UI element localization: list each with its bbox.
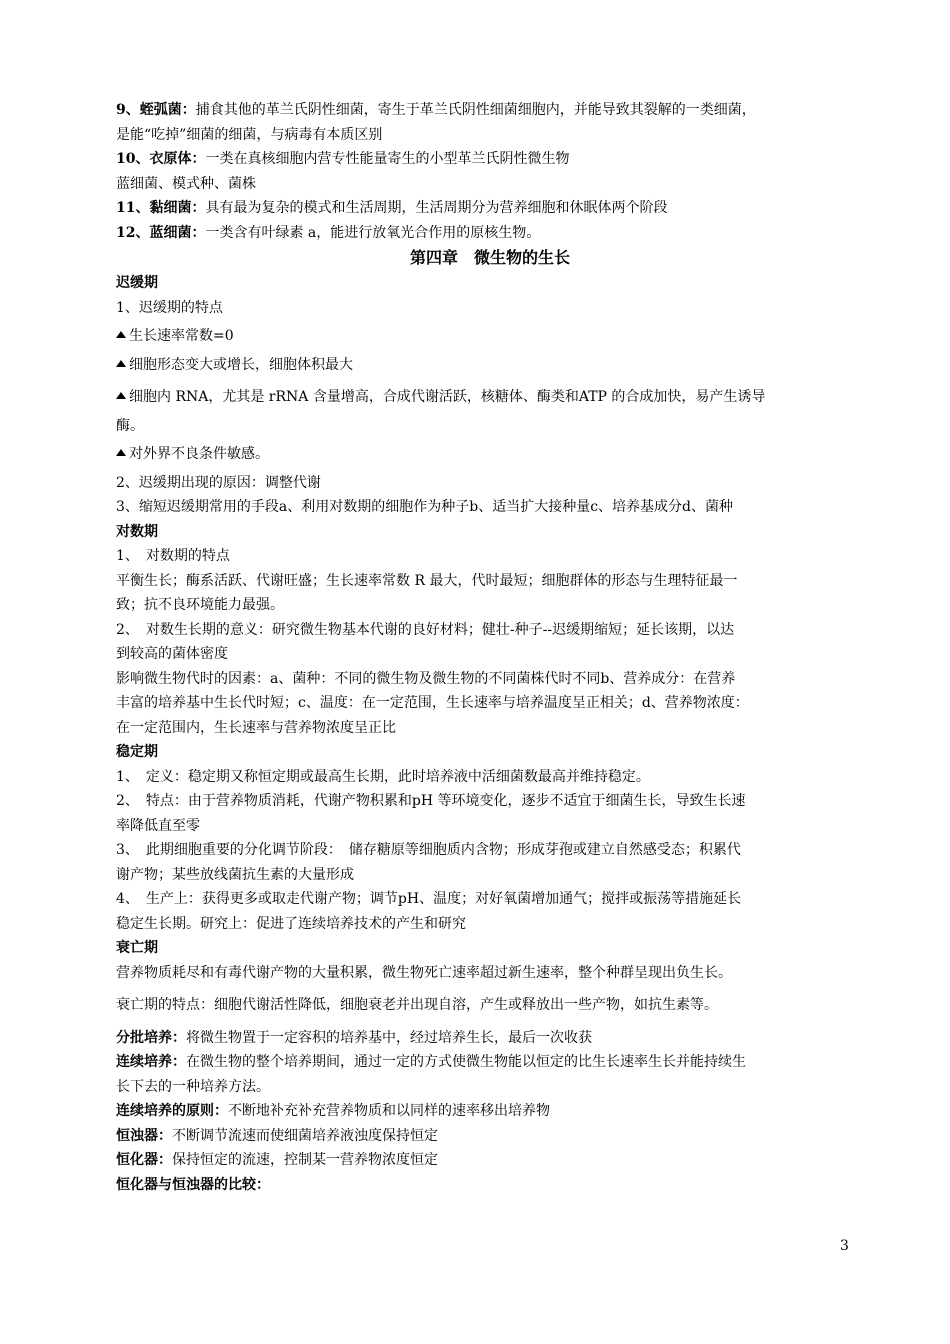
lag-bullet: 对外界不良条件敏感。 — [116, 442, 864, 467]
lag-bullet: 细胞形态变大或增长，细胞体积最大 — [116, 353, 864, 378]
log-line: 丰富的培养基中生长代时短；c、温度：在一定范围，生长速率与培养温度呈正相关；d、营养物浓度： — [116, 695, 749, 711]
lag-bullet: 细胞内 RNA，尤其是 rRNA 含量增高，合成代谢活跃，核糖体、酶类和ATP 的合成加快，易产生诱导 — [116, 385, 864, 410]
lag-item-1: 1、迟缓期的特点 — [116, 299, 223, 316]
stationary-line: 4、 生产上：获得更多或取走代谢产物；调节pH、温度；对好氧菌增加通气；搅拌或振荡等措施延长 — [116, 891, 742, 907]
log-line: 到较高的菌体密度 — [116, 646, 228, 662]
log-line: 1、 对数期的特点 — [116, 548, 230, 564]
definition-bdellovibrio: 9、蛭弧菌：捕食其他的革兰氏阴性细菌，寄生于革兰氏阴性细菌细胞内，并能导致其裂解的一类细菌， — [116, 102, 756, 118]
lag-phase-heading: 迟缓期 — [116, 275, 158, 291]
definition-bdellovibrio-cont: 是能“吃掉”细菌的细菌，与病毒有本质区别 — [116, 126, 383, 143]
definition-continuous-culture-cont: 长下去的一种培养方法。 — [116, 1078, 270, 1095]
triangle-bullet-icon — [116, 449, 126, 456]
terms-line: 蓝细菌、模式种、菌株 — [116, 175, 256, 192]
definition-cyanobacteria: 12、蓝细菌：一类含有叶绿素 a，能进行放氧光合作用的原核生物。 — [116, 224, 541, 241]
triangle-bullet-icon — [116, 360, 126, 367]
log-line: 平衡生长；酶系活跃、代谢旺盛；生长速率常数 R 最大，代时最短；细胞群体的形态与生理特征最一 — [116, 572, 738, 589]
definition-chemostat: 恒化器：保持恒定的流速，控制某一营养物浓度恒定 — [116, 1152, 438, 1168]
definition-chlamydia: 10、衣原体：一类在真核细胞内营专性能量寄生的小型革兰氏阴性微生物 — [116, 151, 570, 167]
document-page — [116, 98, 864, 1197]
stationary-line: 3、 此期细胞重要的分化调节阶段： 储存糖原等细胞质内含物；形成芽孢或建立自然感受态；积累代 — [116, 842, 741, 858]
definition-batch-culture: 分批培养：将微生物置于一定容积的培养基中，经过培养生长，最后一次收获 — [116, 1029, 592, 1046]
death-phase-heading: 衰亡期 — [116, 940, 158, 956]
death-line: 营养物质耗尽和有毒代谢产物的大量积累，微生物死亡速率超过新生速率，整个种群呈现出负生长。 — [116, 964, 732, 981]
log-line: 影响微生物代时的因素：a、菌种：不同的微生物及微生物的不同菌株代时不同b、营养成分：在营养 — [116, 670, 736, 687]
comparison-heading: 恒化器与恒浊器的比较： — [116, 1176, 270, 1193]
lag-bullet: 生长速率常数=0 — [116, 324, 864, 349]
log-phase-heading: 对数期 — [116, 523, 158, 540]
log-line: 致；抗不良环境能力最强。 — [116, 597, 284, 613]
definition-myxobacteria: 11、黏细菌：具有最为复杂的模式和生活周期，生活周期分为营养细胞和休眠体两个阶段 — [116, 200, 668, 216]
death-line: 衰亡期的特点：细胞代谢活性降低，细胞衰老并出现自溶，产生或释放出一些产物，如抗生素等。 — [116, 997, 718, 1013]
lag-item-3: 3、缩短迟缓期常用的手段a、利用对数期的细胞作为种子b、适当扩大接种量c、培养基成分d、菌种 — [116, 499, 734, 515]
stationary-line: 2、 特点：由于营养物质消耗，代谢产物积累和pH 等环境变化，逐步不适宜于细菌生长，导致生长速 — [116, 793, 746, 809]
definition-continuous-principle: 连续培养的原则：不断地补充补充营养物质和以同样的速率移出培养物 — [116, 1103, 550, 1119]
chapter-title: 第四章 微生物的生长 — [409, 248, 570, 267]
lag-item-2: 2、迟缓期出现的原因：调整代谢 — [116, 474, 321, 491]
stationary-line: 稳定生长期。研究上：促进了连续培养技术的产生和研究 — [116, 915, 466, 932]
stationary-line: 谢产物；某些放线菌抗生素的大量形成 — [116, 866, 354, 883]
triangle-bullet-icon — [116, 392, 126, 399]
log-line: 在一定范围内，生长速率与营养物浓度呈正比 — [116, 719, 396, 736]
lag-bullet-cont: 酶。 — [116, 417, 144, 434]
definition-continuous-culture: 连续培养：在微生物的整个培养期间，通过一定的方式使微生物能以恒定的比生长速率生长并能持续生 — [116, 1054, 746, 1070]
stationary-line: 率降低直至零 — [116, 817, 200, 834]
definition-turbidostat: 恒浊器：不断调节流速而使细菌培养液浊度保持恒定 — [116, 1127, 438, 1144]
stationary-phase-heading: 稳定期 — [116, 744, 158, 760]
stationary-line: 1、 定义：稳定期又称恒定期或最高生长期，此时培养液中活细菌数最高并维持稳定。 — [116, 768, 650, 785]
triangle-bullet-icon — [116, 331, 126, 338]
log-line: 2、 对数生长期的意义：研究微生物基本代谢的良好材料；健壮-种子--迟缓期缩短；延长该期，以达 — [116, 621, 735, 638]
page-number: 3 — [840, 1238, 849, 1254]
